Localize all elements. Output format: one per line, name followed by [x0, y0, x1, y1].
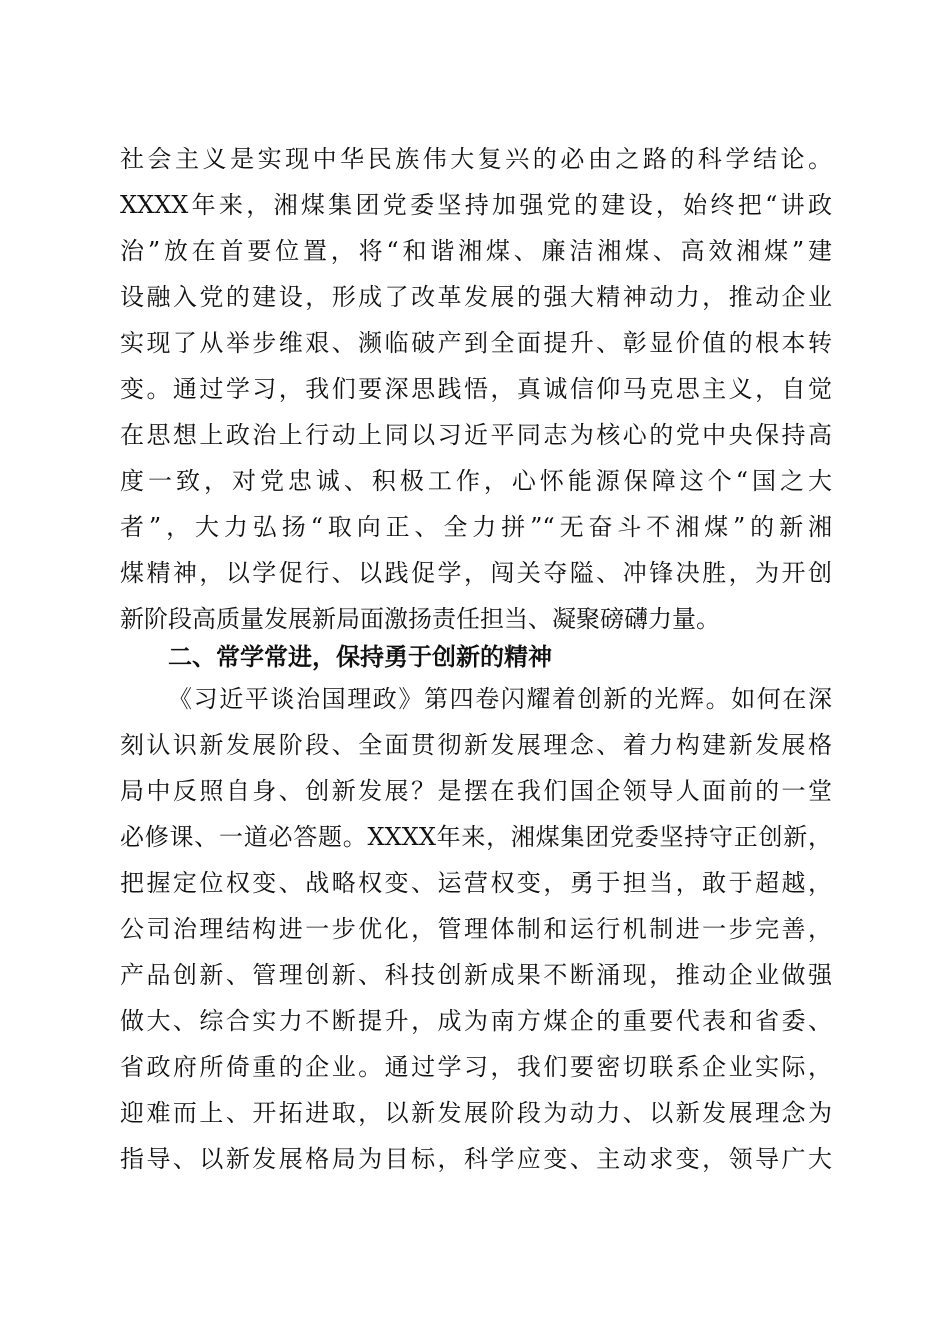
paragraph-2-line-6: 公司治理结构进一步优化，管理体制和运行机制进一步完善， [120, 915, 832, 943]
paragraph-2-line-8: 做大、综合实力不断提升，成为南方煤企的重要代表和省委、 [120, 1007, 832, 1035]
paragraph-1-line-8: 度一致，对党忠诚、积极工作，心怀能源保障这个“国之大 [120, 467, 832, 495]
paragraph-2-line-1: 《习近平谈治国理政》第四卷闪耀着创新的光辉。如何在深 [168, 685, 832, 713]
paragraph-2-line-3: 局中反照自身、创新发展？是摆在我们国企领导人面前的一堂 [120, 777, 832, 805]
paragraph-2-line-2: 刻认识新发展阶段、全面贯彻新发展理念、着力构建新发展格 [120, 731, 832, 759]
paragraph-2-line-10: 迎难而上、开拓进取，以新发展阶段为动力、以新发展理念为 [120, 1099, 832, 1127]
paragraph-2-line-9: 省政府所倚重的企业。通过学习，我们要密切联系企业实际， [120, 1053, 832, 1081]
paragraph-2-line-4: 必修课、一道必答题。XXXX年来，湘煤集团党委坚持守正创新， [120, 823, 832, 851]
section-heading: 二、常学常进，保持勇于创新的精神 [168, 643, 552, 671]
paragraph-2-line-7: 产品创新、管理创新、科技创新成果不断涌现，推动企业做强 [120, 961, 832, 989]
paragraph-1-line-10: 煤精神，以学促行、以践促学，闯关夺隘、冲锋决胜，为开创 [120, 559, 832, 587]
paragraph-1-line-1: 社会主义是实现中华民族伟大复兴的必由之路的科学结论。 [120, 145, 832, 173]
paragraph-2-line-5: 把握定位权变、战略权变、运营权变，勇于担当，敢于超越， [120, 869, 832, 897]
paragraph-2-line-11: 指导、以新发展格局为目标，科学应变、主动求变，领导广大 [120, 1145, 832, 1173]
paragraph-1-line-6: 变。通过学习，我们要深思践悟，真诚信仰马克思主义，自觉 [120, 375, 832, 403]
paragraph-1-line-5: 实现了从举步维艰、濒临破产到全面提升、彰显价值的根本转 [120, 329, 832, 357]
paragraph-1-line-7: 在思想上政治上行动上同以习近平同志为核心的党中央保持高 [120, 421, 832, 449]
paragraph-1-line-11: 新阶段高质量发展新局面激扬责任担当、凝聚磅礴力量。 [120, 605, 720, 633]
paragraph-1-line-2: XXXX年来，湘煤集团党委坚持加强党的建设，始终把“讲政 [120, 191, 832, 219]
paragraph-1-line-3: 治”放在首要位置，将“和谐湘煤、廉洁湘煤、高效湘煤”建 [120, 237, 832, 265]
paragraph-1-line-9: 者”，大力弘扬“取向正、全力拼”“无奋斗不湘煤”的新湘 [120, 513, 832, 541]
paragraph-1-line-4: 设融入党的建设，形成了改革发展的强大精神动力，推动企业 [120, 283, 832, 311]
